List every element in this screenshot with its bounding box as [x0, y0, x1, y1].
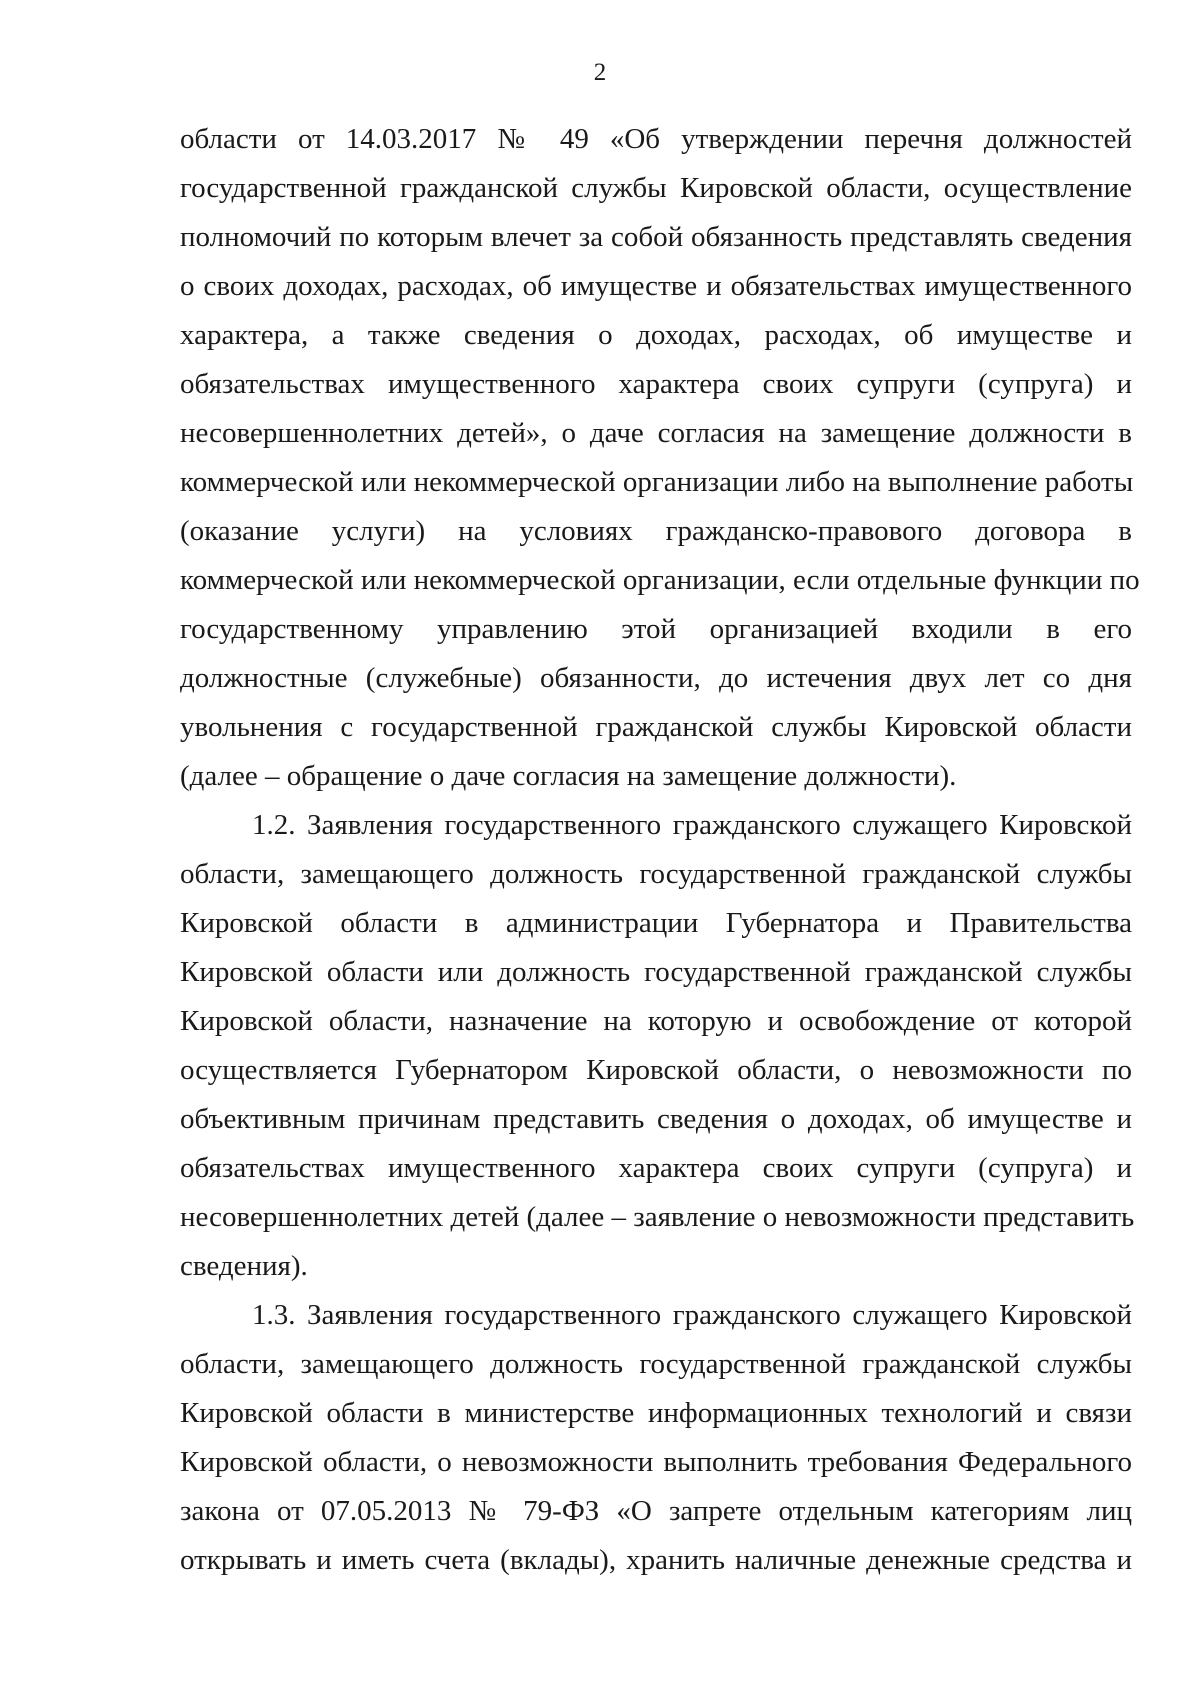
text-line: 1.2. Заявления государственного гражданского служащего Кировской [252, 809, 1132, 841]
text-line: обязательствах имущественного характера своих супруги (супруга) и [180, 1152, 1132, 1184]
text-line: увольнения с государственной гражданской службы Кировской области [180, 711, 1132, 743]
text-line: (оказание услуги) на условиях гражданско-правового договора в [180, 515, 1132, 547]
paragraph-1-2 [180, 801, 1135, 1291]
text-line: государственному управлению этой организацией входили в его [180, 613, 1132, 645]
text-line: 1.3. Заявления государственного гражданского служащего Кировской [252, 1299, 1132, 1331]
text-line: Кировской области или должность государственной гражданской службы [180, 956, 1132, 988]
text-line: области, замещающего должность государственной гражданской службы [180, 858, 1132, 890]
text-line: области от 14.03.2017 № 49 «Об утверждении перечня должностей [180, 123, 1132, 155]
text-line: закона от 07.05.2013 № 79-ФЗ «О запрете отдельным категориям лиц [180, 1495, 1132, 1527]
text-line: Кировской области в министерстве информационных технологий и связи [180, 1397, 1132, 1429]
text-line: государственной гражданской службы Кировской области, осуществление [180, 172, 1132, 204]
text-line: области, замещающего должность государственной гражданской службы [180, 1348, 1132, 1380]
text-line: Кировской области в администрации Губернатора и Правительства [180, 907, 1132, 939]
text-line: несовершеннолетних детей (далее – заявление о невозможности представить [180, 1201, 1135, 1233]
text-line: несовершеннолетних детей», о даче согласия на замещение должности в [180, 417, 1132, 449]
document-body [180, 115, 1140, 1585]
text-line: сведения). [180, 1250, 308, 1282]
text-line: обязательствах имущественного характера своих супруги (супруга) и [180, 368, 1132, 400]
page-number: 2 [593, 59, 607, 86]
text-line: характера, а также сведения о доходах, расходах, об имуществе и [180, 319, 1132, 351]
text-line: Кировской области, назначение на которую и освобождение от которой [180, 1005, 1132, 1037]
text-line: осуществляется Губернатором Кировской области, о невозможности по [180, 1054, 1132, 1086]
text-line: о своих доходах, расходах, об имуществе и обязательствах имущественного [180, 270, 1132, 302]
text-line: Кировской области, о невозможности выполнить требования Федерального [180, 1446, 1132, 1478]
paragraph-1-3 [180, 1291, 1132, 1585]
text-line: должностные (служебные) обязанности, до истечения двух лет со дня [180, 662, 1132, 694]
paragraph-continuation [180, 115, 1140, 801]
text-line: открывать и иметь счета (вклады), хранить наличные денежные средства и [180, 1544, 1132, 1576]
text-line: полномочий по которым влечет за собой обязанность представлять сведения [180, 221, 1132, 253]
text-line: коммерческой или некоммерческой организации, если отдельные функции по [180, 564, 1140, 596]
text-line: коммерческой или некоммерческой организации либо на выполнение работы [180, 466, 1134, 498]
text-line: (далее – обращение о даче согласия на замещение должности). [180, 760, 957, 792]
text-line: объективным причинам представить сведения о доходах, об имуществе и [180, 1103, 1132, 1135]
